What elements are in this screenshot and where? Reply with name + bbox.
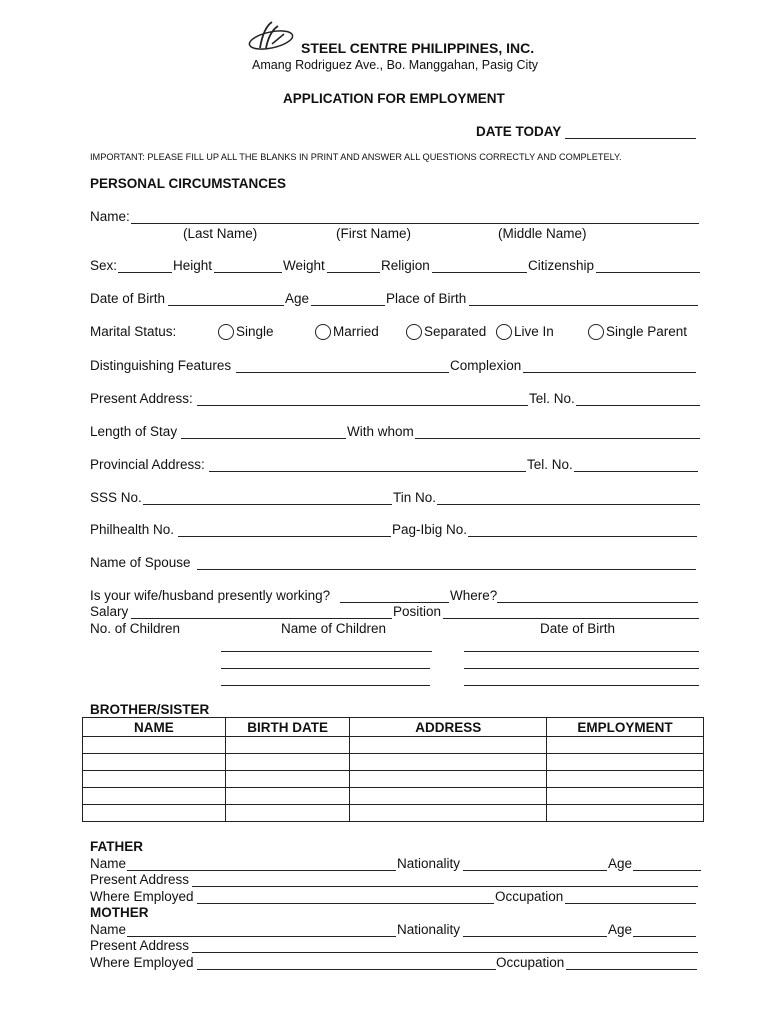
- complexion-field[interactable]: [523, 372, 696, 373]
- siblings-header-row: [83, 718, 704, 737]
- middle-name-caption: (Middle Name): [498, 226, 587, 241]
- table-cell[interactable]: [350, 788, 547, 805]
- table-row: [83, 788, 704, 805]
- table-cell[interactable]: [350, 805, 547, 822]
- no-children-label: No. of Children: [90, 621, 181, 636]
- father-nationality-label: Nationality: [397, 856, 461, 871]
- table-row: [83, 805, 704, 822]
- mother-occupation-label: Occupation: [496, 955, 565, 970]
- important-note: IMPORTANT: PLEASE FILL UP ALL THE BLANKS IN PRINT AND ANSWER ALL QUESTIONS CORRECTLY AND COMPLETELY.: [90, 152, 622, 162]
- pagibig-label: Pag-Ibig No.: [392, 522, 468, 537]
- table-cell[interactable]: [547, 754, 704, 771]
- father-address-field[interactable]: [192, 886, 698, 887]
- pagibig-field[interactable]: [468, 536, 697, 537]
- religion-field[interactable]: [432, 272, 527, 273]
- tin-label: Tin No.: [393, 490, 437, 505]
- sex-field[interactable]: [118, 272, 172, 273]
- tel-field[interactable]: [576, 405, 700, 406]
- child-name-field[interactable]: [221, 651, 432, 652]
- mother-age-field[interactable]: [633, 936, 696, 937]
- col-birth-date: BIRTH DATE: [225, 718, 350, 737]
- tin-field[interactable]: [437, 504, 700, 505]
- mother-name-field[interactable]: [127, 936, 396, 937]
- name-label: Name:: [90, 209, 130, 224]
- table-cell[interactable]: [225, 737, 350, 754]
- table-cell[interactable]: [83, 737, 226, 754]
- table-cell[interactable]: [83, 771, 226, 788]
- siblings-table: [82, 717, 704, 822]
- father-address-label: Present Address: [90, 872, 190, 887]
- siblings-title: BROTHER/SISTER: [90, 702, 210, 717]
- table-row: [83, 737, 704, 754]
- mother-occupation-field[interactable]: [566, 969, 697, 970]
- table-cell[interactable]: [350, 754, 547, 771]
- mother-employed-label: Where Employed: [90, 955, 194, 970]
- radio-single-parent[interactable]: [588, 324, 604, 340]
- mother-nationality-field[interactable]: [463, 936, 607, 937]
- table-cell[interactable]: [83, 754, 226, 771]
- age-field[interactable]: [311, 305, 385, 306]
- father-name-field[interactable]: [127, 870, 396, 871]
- sex-label: Sex:: [90, 258, 118, 273]
- mother-nationality-label: Nationality: [397, 922, 461, 937]
- mother-address-field[interactable]: [192, 952, 698, 953]
- height-label: Height: [173, 258, 213, 273]
- company-address: Amang Rodriguez Ave., Bo. Manggahan, Pasig City: [252, 58, 539, 72]
- marital-status-label: Marital Status:: [90, 324, 177, 339]
- table-cell[interactable]: [225, 754, 350, 771]
- col-address: ADDRESS: [350, 718, 547, 737]
- radio-single[interactable]: [218, 324, 234, 340]
- form-title: APPLICATION FOR EMPLOYMENT: [283, 91, 505, 106]
- mother-address-label: Present Address: [90, 938, 190, 953]
- provincial-address-label: Provincial Address:: [90, 457, 205, 472]
- first-name-caption: (First Name): [336, 226, 411, 241]
- where-field[interactable]: [497, 602, 698, 603]
- pob-label: Place of Birth: [386, 291, 467, 306]
- mother-title: MOTHER: [90, 905, 149, 920]
- child-name-field[interactable]: [221, 668, 430, 669]
- complexion-label: Complexion: [450, 358, 522, 373]
- salary-label: Salary: [90, 604, 129, 619]
- col-employment: EMPLOYMENT: [547, 718, 704, 737]
- father-age-field[interactable]: [633, 870, 701, 871]
- marital-option-single-parent[interactable]: Single Parent: [588, 324, 687, 340]
- table-cell[interactable]: [225, 771, 350, 788]
- provincial-tel-field[interactable]: [574, 471, 698, 472]
- weight-label: Weight: [283, 258, 325, 273]
- religion-label: Religion: [381, 258, 430, 273]
- marital-option-married[interactable]: Married: [315, 324, 379, 340]
- with-whom-label: With whom: [347, 424, 414, 439]
- weight-field[interactable]: [327, 272, 380, 273]
- present-address-label: Present Address:: [90, 391, 193, 406]
- provincial-address-field[interactable]: [209, 471, 526, 472]
- position-field[interactable]: [443, 618, 699, 619]
- table-cell[interactable]: [547, 771, 704, 788]
- father-employed-label: Where Employed: [90, 889, 194, 904]
- date-today-label: DATE TODAY: [476, 124, 562, 139]
- table-row: [83, 771, 704, 788]
- radio-live-in[interactable]: [496, 324, 512, 340]
- child-dob-field[interactable]: [464, 685, 699, 686]
- table-cell[interactable]: [225, 788, 350, 805]
- spouse-working-label: Is your wife/husband presently working?: [90, 588, 331, 603]
- name-field[interactable]: [131, 223, 699, 224]
- last-name-caption: (Last Name): [183, 226, 258, 241]
- present-address-field[interactable]: [197, 405, 528, 406]
- philhealth-label: Philhealth No.: [90, 522, 175, 537]
- with-whom-field[interactable]: [415, 438, 700, 439]
- table-cell[interactable]: [547, 737, 704, 754]
- table-cell[interactable]: [547, 788, 704, 805]
- date-today-field[interactable]: [565, 138, 696, 139]
- father-name-label: Name: [90, 856, 127, 871]
- mother-employed-field[interactable]: [197, 969, 496, 970]
- dob-label: Date of Birth: [90, 291, 166, 306]
- mother-name-label: Name: [90, 922, 127, 937]
- child-dob-field[interactable]: [464, 668, 699, 669]
- where-label: Where?: [450, 588, 498, 603]
- marital-option-separated[interactable]: Separated: [406, 324, 486, 340]
- father-title: FATHER: [90, 839, 143, 854]
- section-personal: PERSONAL CIRCUMSTANCES: [90, 176, 287, 191]
- name-children-label: Name of Children: [281, 621, 387, 636]
- length-of-stay-label: Length of Stay: [90, 424, 178, 439]
- tel-label: Tel. No.: [529, 391, 575, 406]
- pob-field[interactable]: [469, 305, 698, 306]
- marital-option-live-in[interactable]: Live In: [496, 324, 554, 340]
- father-employed-field[interactable]: [197, 903, 494, 904]
- provincial-tel-label: Tel. No.: [527, 457, 573, 472]
- radio-separated[interactable]: [406, 324, 422, 340]
- table-row: [83, 754, 704, 771]
- father-nationality-field[interactable]: [463, 870, 607, 871]
- radio-married[interactable]: [315, 324, 331, 340]
- length-of-stay-field[interactable]: [181, 438, 346, 439]
- father-age-label: Age: [608, 856, 633, 871]
- age-label: Age: [285, 291, 310, 306]
- father-occupation-field[interactable]: [565, 903, 696, 904]
- table-cell[interactable]: [83, 788, 226, 805]
- table-cell[interactable]: [350, 737, 547, 754]
- spouse-field[interactable]: [197, 569, 696, 570]
- child-dob-field[interactable]: [464, 651, 699, 652]
- mother-age-label: Age: [608, 922, 633, 937]
- distinguishing-field[interactable]: [236, 372, 449, 373]
- col-name: NAME: [83, 718, 226, 737]
- company-logo: [246, 18, 298, 54]
- table-cell[interactable]: [83, 805, 226, 822]
- philhealth-field[interactable]: [178, 536, 391, 537]
- child-name-field[interactable]: [221, 685, 430, 686]
- height-field[interactable]: [214, 272, 282, 273]
- sss-label: SSS No.: [90, 490, 142, 505]
- sss-field[interactable]: [143, 504, 392, 505]
- children-dob-label: Date of Birth: [540, 621, 616, 636]
- dob-field[interactable]: [168, 305, 284, 306]
- citizenship-label: Citizenship: [528, 258, 595, 273]
- marital-option-single[interactable]: Single: [218, 324, 274, 340]
- citizenship-field[interactable]: [596, 272, 700, 273]
- table-cell[interactable]: [225, 805, 350, 822]
- salary-field[interactable]: [131, 618, 392, 619]
- table-cell[interactable]: [547, 805, 704, 822]
- father-occupation-label: Occupation: [495, 889, 564, 904]
- spouse-label: Name of Spouse: [90, 555, 191, 570]
- position-label: Position: [393, 604, 442, 619]
- table-cell[interactable]: [350, 771, 547, 788]
- company-name: STEEL CENTRE PHILIPPINES, INC.: [301, 40, 535, 56]
- distinguishing-label: Distinguishing Features: [90, 358, 232, 373]
- spouse-working-field[interactable]: [340, 602, 449, 603]
